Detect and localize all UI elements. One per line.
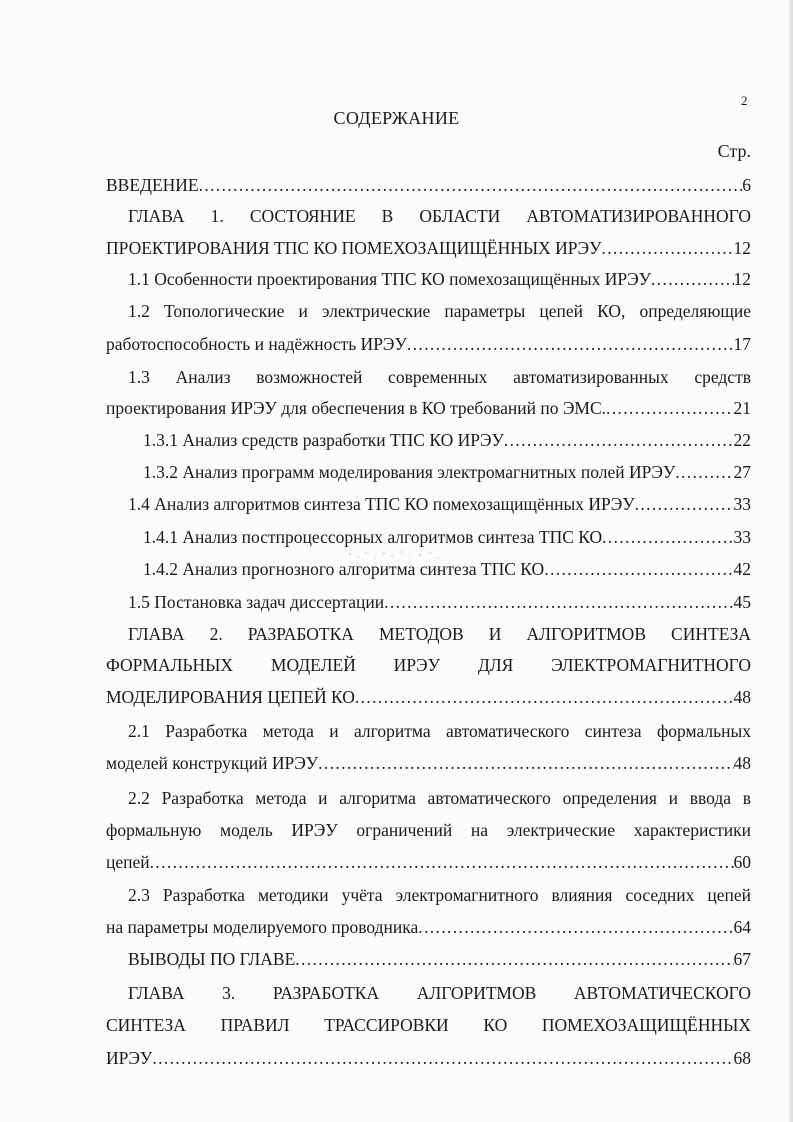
toc-line: 2.2 Разработка метода и алгоритма автоматического определения и ввода в bbox=[128, 788, 751, 808]
toc-page-number: 33 bbox=[733, 494, 751, 514]
toc-line bbox=[128, 948, 751, 970]
toc-entry-text: ИРЭУ bbox=[106, 1048, 153, 1068]
toc-line bbox=[143, 526, 751, 548]
toc-line bbox=[106, 686, 751, 708]
dot-leader bbox=[355, 686, 734, 708]
toc-page-number: 17 bbox=[733, 334, 751, 354]
toc-line bbox=[128, 591, 751, 613]
dot-leader bbox=[295, 948, 733, 970]
toc-page-number: 12 bbox=[733, 238, 751, 258]
toc-entry-text: 1.3.2 Анализ программ моделирования электромагнитных полей ИРЭУ bbox=[143, 462, 676, 482]
toc-page-number: 67 bbox=[733, 949, 751, 969]
dot-leader bbox=[384, 591, 733, 613]
toc-page-number: 21 bbox=[733, 398, 751, 418]
toc-line: ГЛАВА 2. РАЗРАБОТКА МЕТОДОВ И АЛГОРИТМОВ СИНТЕЗА bbox=[128, 624, 751, 644]
toc-line: формальную модель ИРЭУ ограничений на электрические характеристики bbox=[106, 820, 751, 840]
toc-page-number: 48 bbox=[733, 753, 751, 773]
toc-line: 1.2 Топологические и электрические параметры цепей КО, определяющие bbox=[128, 301, 751, 321]
toc-page-number: 68 bbox=[733, 1048, 751, 1068]
toc-line bbox=[143, 558, 751, 580]
toc-line: ГЛАВА 3. РАЗРАБОТКА АЛГОРИТМОВ АВТОМАТИЧЕСКОГО bbox=[128, 983, 751, 1003]
toc-entry-text: 1.4.2 Анализ прогнозного алгоритма синтеза ТПС КО bbox=[143, 559, 545, 579]
toc-page-number: 27 bbox=[733, 462, 751, 482]
toc-line bbox=[143, 461, 751, 483]
toc-line bbox=[143, 429, 751, 451]
toc-entry-text: 1.3.1 Анализ средств разработки ТПС КО ИРЭУ bbox=[143, 430, 504, 450]
dot-leader bbox=[675, 461, 733, 483]
toc-line bbox=[128, 493, 751, 515]
toc-page-number: 12 bbox=[733, 269, 751, 289]
dot-leader bbox=[418, 916, 733, 938]
toc-entry-text: 1.4.1 Анализ постпроцессорных алгоритмов синтеза ТПС КО bbox=[143, 527, 603, 547]
toc-page-number: 64 bbox=[733, 917, 751, 937]
toc-entry-text: 1.4 Анализ алгоритмов синтеза ТПС КО помехозащищённых ИРЭУ bbox=[128, 494, 635, 514]
page-number: 2 bbox=[741, 93, 748, 108]
toc-page-number: 22 bbox=[733, 430, 751, 450]
dot-leader bbox=[635, 493, 734, 515]
page-title: СОДЕРЖАНИЕ bbox=[333, 108, 460, 128]
toc-entry-text: моделей конструкций ИРЭУ bbox=[106, 753, 319, 773]
toc-entry-text: МОДЕЛИРОВАНИЯ ЦЕПЕЙ КО bbox=[106, 687, 355, 707]
toc-line bbox=[106, 237, 751, 259]
toc-page-number: 45 bbox=[733, 592, 751, 612]
toc-line: СИНТЕЗА ПРАВИЛ ТРАССИРОВКИ КО ПОМЕХОЗАЩИЩЁННЫХ bbox=[106, 1015, 751, 1035]
toc-line bbox=[106, 916, 751, 938]
page-column-label: Стр. bbox=[717, 141, 751, 161]
toc-page-number: 48 bbox=[733, 687, 751, 707]
toc-entry-text: ВВЕДЕНИЕ bbox=[106, 175, 199, 195]
toc-page-number: 6 bbox=[742, 175, 751, 195]
toc-entry-text: работоспособность и надёжность ИРЭУ bbox=[106, 334, 407, 354]
dot-leader bbox=[606, 397, 734, 419]
toc-entry-text: ВЫВОДЫ ПО ГЛАВЕ bbox=[128, 949, 296, 969]
toc-entry-text: 1.1 Особенности проектирования ТПС КО помехозащищённых ИРЭУ bbox=[128, 269, 652, 289]
toc-line bbox=[106, 174, 751, 196]
toc-line: ГЛАВА 1. СОСТОЯНИЕ В ОБЛАСТИ АВТОМАТИЗИРОВАННОГО bbox=[128, 206, 751, 226]
toc-page-number: 60 bbox=[733, 852, 751, 872]
dot-leader bbox=[602, 526, 733, 548]
dot-leader bbox=[651, 268, 733, 290]
toc-page-number: 33 bbox=[733, 527, 751, 547]
dot-leader bbox=[407, 333, 734, 355]
toc-line bbox=[128, 268, 751, 290]
toc-line bbox=[106, 851, 751, 873]
dot-leader bbox=[150, 851, 734, 873]
dot-leader bbox=[318, 752, 733, 774]
dot-leader bbox=[152, 1047, 733, 1069]
toc-line bbox=[106, 333, 751, 355]
dot-leader bbox=[544, 558, 733, 580]
toc-page-number: 42 bbox=[733, 559, 751, 579]
toc-entry-text: проектирования ИРЭУ для обеспечения в КО требований по ЭМС. bbox=[106, 398, 606, 418]
toc-entry-text: цепей bbox=[106, 852, 150, 872]
toc-entry-text: на параметры моделируемого проводника bbox=[106, 917, 419, 937]
dot-leader bbox=[601, 237, 733, 259]
dot-leader bbox=[199, 174, 743, 196]
toc-entry-text: 1.5 Постановка задач диссертации bbox=[128, 592, 385, 612]
toc-line: 2.1 Разработка метода и алгоритма автоматического синтеза формальных bbox=[128, 721, 751, 741]
toc-line: 2.3 Разработка методики учёта электромагнитного влияния соседних цепей bbox=[128, 885, 751, 905]
toc-line: 1.3 Анализ возможностей современных автоматизированных средств bbox=[128, 367, 751, 387]
toc-line bbox=[106, 397, 751, 419]
toc-entry-text: ПРОЕКТИРОВАНИЯ ТПС КО ПОМЕХОЗАЩИЩЁННЫХ ИРЭУ bbox=[106, 238, 602, 258]
toc-line bbox=[106, 1047, 751, 1069]
dot-leader bbox=[504, 429, 734, 451]
toc-line: ФОРМАЛЬНЫХ МОДЕЛЕЙ ИРЭУ ДЛЯ ЭЛЕКТРОМАГНИТНОГО bbox=[106, 655, 751, 675]
toc-line bbox=[106, 752, 751, 774]
